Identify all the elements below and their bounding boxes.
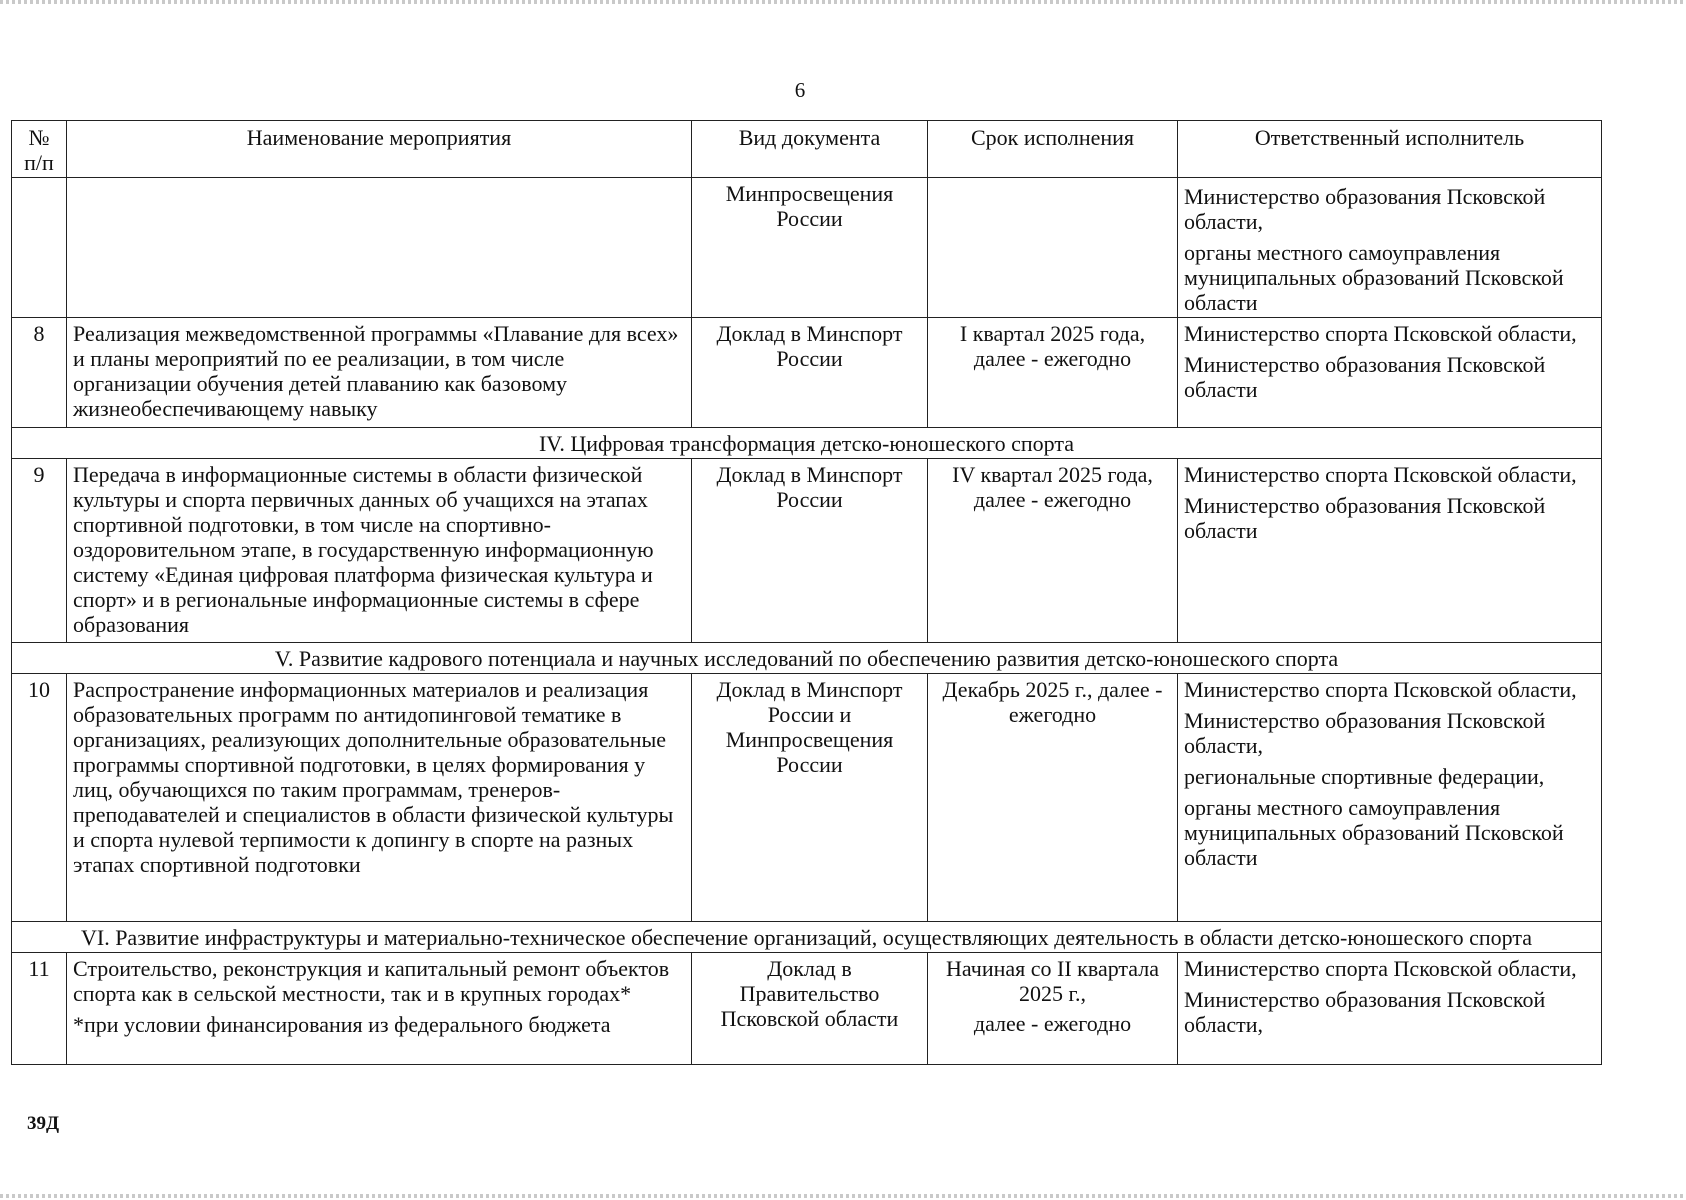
row-responsible — [1178, 953, 1602, 1065]
header-term: Срок исполнения — [928, 121, 1178, 178]
row-term — [928, 953, 1178, 1065]
row-doc: Доклад в Минспорт России — [692, 318, 928, 428]
row-doc: Минпросвещения России — [692, 178, 928, 318]
row-num: 11 — [12, 953, 67, 1065]
row-num: 10 — [12, 674, 67, 922]
scan-edge-top — [0, 0, 1686, 4]
scan-edge-bottom — [0, 1194, 1686, 1198]
responsible-item: органы местного самоуправления муниципальных образований Псковской области — [1184, 240, 1564, 315]
row-name: Передача в информационные системы в области физической культуры и спорта первичных данных об учащихся на этапах спортивной подготовки, в том числе на спортивно-оздоровительном этапе, в государственную информационную систему «Единая цифровая платформа физическая культура и спорт» и в региональные информационные системы в сфере образования — [67, 459, 692, 643]
row-num — [12, 178, 67, 318]
section-row — [12, 428, 1602, 459]
row-responsible — [1178, 178, 1602, 318]
row-doc: Доклад в Правительство Псковской области — [692, 953, 928, 1065]
header-name: Наименование мероприятия — [67, 121, 692, 178]
responsible-item: Министерство спорта Псковской области, — [1184, 321, 1577, 346]
responsible-item: Министерство образования Псковской области — [1184, 352, 1546, 402]
row-doc: Доклад в Минспорт России — [692, 459, 928, 643]
responsible-item: Министерство спорта Псковской области, — [1184, 956, 1577, 981]
responsible-item: Министерство образования Псковской области — [1184, 493, 1546, 543]
section-title-6: VI. Развитие инфраструктуры и материально-техническое обеспечение организаций, осуществляющих деятельность в области детско-юношеского спорта — [12, 922, 1602, 953]
table-row — [12, 674, 1602, 922]
document-code: 39Д — [27, 1113, 60, 1134]
row-responsible — [1178, 459, 1602, 643]
table-row — [12, 459, 1602, 643]
row-num: 9 — [12, 459, 67, 643]
row-name: Распространение информационных материалов и реализация образовательных программ по антидопинговой тематике в организациях, реализующих дополнительные образовательные программы спортивной подготовки, в целях формирования у лиц, обучающихся по таким программам, тренеров-преподавателей и специалистов в области физической культуры и спорта нулевой терпимости к допингу в спорте на разных этапах спортивной подготовки — [67, 674, 692, 922]
row-responsible — [1178, 318, 1602, 428]
row-term: IV квартал 2025 года, далее - ежегодно — [928, 459, 1178, 643]
row-term-line: Начиная со II квартала 2025 г., — [945, 956, 1160, 1006]
responsible-item: Министерство образования Псковской области, — [1184, 987, 1546, 1037]
responsible-item: региональные спортивные федерации, — [1184, 764, 1545, 789]
responsible-item: Министерство спорта Псковской области, — [1184, 462, 1577, 487]
row-term-line: далее - ежегодно — [973, 1011, 1132, 1036]
table-row — [12, 953, 1602, 1065]
table-header-row — [12, 121, 1602, 178]
row-name-text: Строительство, реконструкция и капитальный ремонт объектов спорта как в сельской местности, так и в крупных городах* — [73, 956, 670, 1006]
responsible-item: Министерство образования Псковской области, — [1184, 184, 1546, 234]
section-title-4: IV. Цифровая трансформация детско-юношеского спорта — [12, 428, 1602, 459]
table-row — [12, 318, 1602, 428]
row-num: 8 — [12, 318, 67, 428]
section-row — [12, 922, 1602, 953]
row-name — [67, 953, 692, 1065]
header-responsible: Ответственный исполнитель — [1178, 121, 1602, 178]
header-num: № п/п — [12, 121, 67, 178]
section-row — [12, 643, 1602, 674]
responsible-item: органы местного самоуправления муниципальных образований Псковской области — [1184, 795, 1564, 870]
row-name — [67, 178, 692, 318]
table-row — [12, 178, 1602, 318]
row-term: I квартал 2025 года, далее - ежегодно — [928, 318, 1178, 428]
row-doc: Доклад в Минспорт России и Минпросвещения России — [692, 674, 928, 922]
row-footnote: *при условии финансирования из федерального бюджета — [73, 1012, 611, 1037]
row-term — [928, 178, 1178, 318]
row-responsible — [1178, 674, 1602, 922]
header-doc: Вид документа — [692, 121, 928, 178]
responsible-item: Министерство образования Псковской области, — [1184, 708, 1546, 758]
row-term: Декабрь 2025 г., далее - ежегодно — [928, 674, 1178, 922]
responsible-item: Министерство спорта Псковской области, — [1184, 677, 1577, 702]
events-plan-table — [11, 120, 1602, 1065]
row-name: Реализация межведомственной программы «Плавание для всех» и планы мероприятий по ее реализации, в том числе организации обучения детей плаванию как базовому жизнеобеспечивающему навыку — [67, 318, 692, 428]
section-title-5: V. Развитие кадрового потенциала и научных исследований по обеспечению развития детско-юношеского спорта — [12, 643, 1602, 674]
page-number: 6 — [794, 78, 806, 102]
